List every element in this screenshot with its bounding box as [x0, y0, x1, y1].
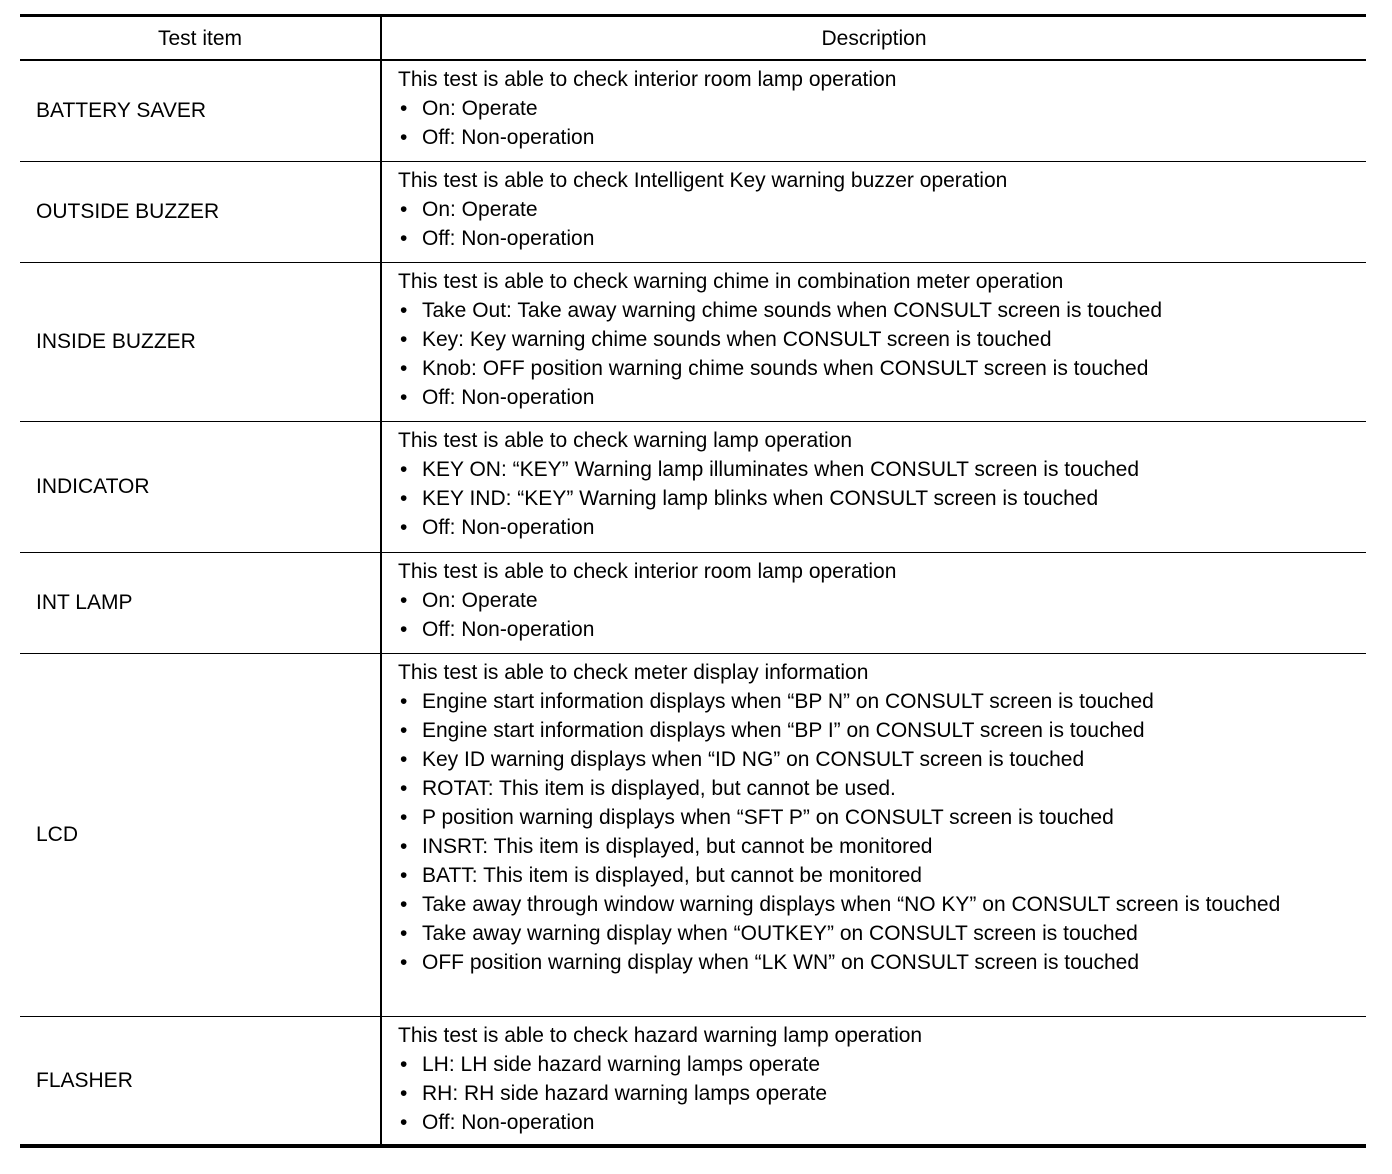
description-intro: This test is able to check hazard warning lamp operation — [398, 1023, 923, 1047]
description-cell — [381, 60, 1366, 161]
description-bullets — [398, 94, 1366, 152]
table-row — [20, 653, 1366, 1016]
test-item-name: INDICATOR — [20, 421, 381, 552]
test-item-name: FLASHER — [20, 1016, 381, 1146]
table-row — [20, 552, 1366, 653]
description-bullets — [398, 195, 1366, 253]
bullet-item: • Off: Non-operation — [398, 383, 1366, 412]
description-intro: This test is able to check Intelligent Key warning buzzer operation — [398, 168, 1008, 192]
bullet-item: • Off: Non-operation — [398, 224, 1366, 253]
description-cell — [381, 421, 1366, 552]
description-cell — [381, 161, 1366, 262]
test-item-name: BATTERY SAVER — [20, 60, 381, 161]
description-intro: This test is able to check interior room lamp operation — [398, 68, 897, 91]
bullet-item: • ROTAT: This item is displayed, but cannot be used. — [398, 774, 1366, 803]
test-item-name: OUTSIDE BUZZER — [20, 161, 381, 262]
bullet-item: • LH: LH side hazard warning lamps operate — [398, 1050, 1366, 1079]
description-intro: This test is able to check warning chime in combination meter operation — [398, 269, 1064, 293]
description-cell — [381, 1016, 1366, 1146]
bullet-item: • Take Out: Take away warning chime sounds when CONSULT screen is touched — [398, 296, 1366, 325]
bullet-item: • On: Operate — [398, 586, 1366, 615]
description-bullets — [398, 1050, 1366, 1137]
table-row — [20, 262, 1366, 421]
description-intro: This test is able to check meter display information — [398, 660, 869, 684]
bullet-item: • P position warning displays when “SFT P” on CONSULT screen is touched — [398, 803, 1366, 832]
description-cell — [381, 552, 1366, 653]
test-item-name: INT LAMP — [20, 552, 381, 653]
table-row — [20, 161, 1366, 262]
bullet-item: • OFF position warning display when “LK WN” on CONSULT screen is touched — [398, 948, 1366, 977]
bullet-item: • Off: Non-operation — [398, 513, 1366, 542]
bullet-item: • On: Operate — [398, 94, 1366, 123]
description-cell — [381, 653, 1366, 1016]
test-item-name: INSIDE BUZZER — [20, 262, 381, 421]
bullet-item: • Off: Non-operation — [398, 1108, 1366, 1137]
bullet-item: • Knob: OFF position warning chime sounds when CONSULT screen is touched — [398, 354, 1366, 383]
description-intro: This test is able to check interior room lamp operation — [398, 559, 897, 583]
test-item-name: LCD — [20, 653, 381, 1016]
description-bullets — [398, 687, 1366, 977]
bullet-item: • Engine start information displays when “BP I” on CONSULT screen is touched — [398, 716, 1366, 745]
bullet-item: • Key: Key warning chime sounds when CONSULT screen is touched — [398, 325, 1366, 354]
table-row — [20, 1016, 1366, 1146]
header-description: Description — [821, 26, 927, 50]
description-intro: This test is able to check warning lamp operation — [398, 428, 853, 452]
table-row — [20, 421, 1366, 552]
description-bullets — [398, 586, 1366, 644]
bullet-item: • Off: Non-operation — [398, 123, 1366, 152]
description-cell — [381, 262, 1366, 421]
header-test-item: Test item — [20, 16, 381, 61]
description-bullets — [398, 455, 1366, 542]
bullet-item: • Take away warning display when “OUTKEY” on CONSULT screen is touched — [398, 919, 1366, 948]
bullet-item: • Off: Non-operation — [398, 615, 1366, 644]
table-row — [20, 60, 1366, 161]
test-item-table — [20, 14, 1366, 1148]
bullet-item: • KEY IND: “KEY” Warning lamp blinks when CONSULT screen is touched — [398, 484, 1366, 513]
bullet-item: • On: Operate — [398, 195, 1366, 224]
description-bullets — [398, 296, 1366, 412]
bullet-item: • Key ID warning displays when “ID NG” on CONSULT screen is touched — [398, 745, 1366, 774]
bullet-item: • BATT: This item is displayed, but cannot be monitored — [398, 861, 1366, 890]
bullet-item: • RH: RH side hazard warning lamps operate — [398, 1079, 1366, 1108]
bullet-item: • Engine start information displays when “BP N” on CONSULT screen is touched — [398, 687, 1366, 716]
bullet-item: • Take away through window warning displays when “NO KY” on CONSULT screen is touched — [398, 890, 1366, 919]
bullet-item: • KEY ON: “KEY” Warning lamp illuminates when CONSULT screen is touched — [398, 455, 1366, 484]
bullet-item: • INSRT: This item is displayed, but cannot be monitored — [398, 832, 1366, 861]
table-header-row — [20, 16, 1366, 61]
